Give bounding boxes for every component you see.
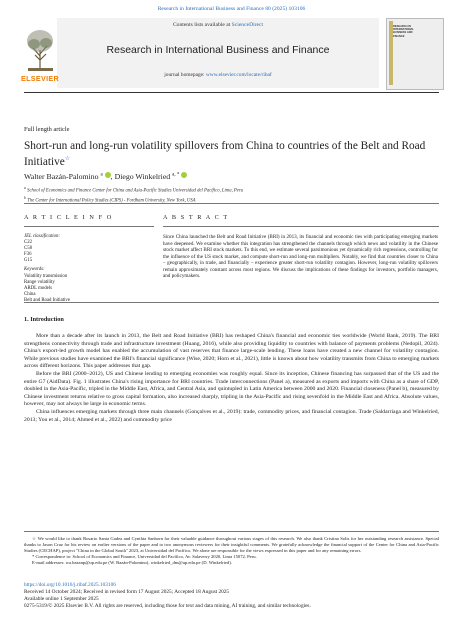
available-online: Available online 1 September 2025 (24, 596, 99, 603)
journal-reference-link[interactable]: Research in International Business and Finance 80 (2025) 103106 (157, 6, 306, 12)
jel-code: C22 (24, 240, 32, 246)
footnote: E-mail addresses: wa.bazanp@up.edu.pe (W. Bazán-Palomino), winkelried_dm@up.edu.pe (D. Winkelried). (32, 559, 232, 565)
article-info-block (24, 234, 154, 304)
title-footnote-mark[interactable]: ☆ (64, 156, 71, 162)
jel-code: C58 (24, 246, 32, 252)
article-metadata (24, 582, 439, 610)
title-text: Short-run and long-run volatility spillovers from China to countries of the Belt and Road Initiative (24, 140, 426, 168)
journal-homepage-line (57, 72, 379, 78)
copyright: 0275-5319/© 2025 Elsevier B.V. All rights are reserved, including those for text and data mining, AI training, and similar technologies. (24, 603, 311, 610)
journal-cover-image (386, 18, 444, 90)
affiliation-line: The Center for International Policy Studies (CIPS) - Fordham University, New York, USA (27, 198, 196, 204)
affiliations: $^a$ School of Economics and Finance Center for China and Asia-Pacific Studies Universidad del Pacífico, Lima, Peru $^b$ The Center for International Policy Studies (CIPS) - Fordham University, New York, USA (24, 186, 244, 204)
body-paragraph: China influences emerging markets through three main channels (Gonçalves et al., 2019): trade, commodity prices, and financial contagion. Trade (Saldarriaga and Winkelried, 2013; You et al., 2014; Ahmed et al., 2022) and commodity price (24, 408, 439, 423)
received-dates: Received 14 October 2024; Received in revised form 17 August 2025; Accepted 18 August 2025 (24, 589, 230, 596)
keyword: Belt and Road Initiative (24, 297, 70, 303)
jel-label: JEL classification: (24, 234, 61, 239)
keyword: ARDL models (24, 285, 52, 291)
journal-title: Research in International Business and Finance (106, 44, 330, 56)
publisher-name: ELSEVIER (21, 74, 59, 83)
author-name[interactable]: Diego Winkelried (114, 172, 171, 181)
sciencedirect-link[interactable]: ScienceDirect (231, 22, 264, 28)
author-name[interactable]: Walter Bazán-Palomino (24, 172, 99, 181)
article-info-heading: A R T I C L E I N F O (24, 214, 113, 221)
author-list (24, 172, 187, 181)
contents-line (57, 22, 379, 28)
keyword: Range volatility (24, 279, 55, 285)
section-rule (24, 203, 439, 204)
author-affil-mark[interactable]: a (100, 172, 103, 178)
elsevier-tree-logo (24, 24, 57, 74)
author-separator: , (110, 172, 115, 181)
body-paragraph: Before the BRI (2000–2012), US and Chinese lending to emerging economies was roughly equal. Since its inception, Chinese financing has surpassed that of the US and the entire G7 (AidData). Fig. 1 illustrates China's rising importance for BRI countries. Trade interconnections (Panel a), measured as exports and imports with China as a share of GDP, doubled in the Asia-Pacific, tripled in the Middle East, Africa, and Central Asia, and quintupled in Latin America between 2000 and 2020. Financial closeness (Panel b), measured by Chinese investment returns relative to gross capital formation, also increased sharply, tripling in the Asia-Pacific and rising sevenfold in the Middle East and Africa. Absolute values, however, may not always be large in economic terms. (24, 370, 439, 408)
abstract-rule (163, 226, 439, 227)
jel-code: F36 (24, 252, 32, 258)
orcid-icon[interactable] (181, 172, 187, 178)
contents-prefix: Contents lists available at (172, 22, 232, 28)
section-heading-introduction: 1. Introduction (24, 316, 64, 323)
affiliation-line: School of Economics and Finance Center for China and Asia-Pacific Studies Universidad del Pacífico, Lima, Peru (27, 188, 244, 194)
cover-title: RESEARCH IN INTERNATIONAL BUSINESS AND FINANCE (393, 25, 414, 38)
article-title (24, 140, 444, 169)
body-paragraph: More than a decade after its launch in 2013, the Belt and Road Initiative (BRI) has reshaped China's financial and economic ties worldwide (World Bank, 2019). The BRI strengthens connectivity through trade and infrastructure investment (Huang, 2016), while also providing liquidity to countries with balance of payments problems (Nedopil, 2024). China's export-led growth model has enabled the accumulation of vast reserves that finance large-scale lending. These loans have created a new channel for volatility contagion. While previous studies have examined the BRI's financial significance (Wise, 2020; Horn et al., 2021), little is known about how volatility transmits from China to emerging markets across different horizons. This paper addresses that gap. (24, 333, 439, 370)
header-rule (24, 92, 439, 93)
abstract-text: Since China launched the Belt and Road Initiative (BRI) in 2013, its financial and economic ties with participating emerging markets have deepened. We examine whether this integration has strengthened the channels through which news and volatility in the Chinese stock market affect BRI stock markets. To this end, we estimate several parsimonious yet dynamically rich regressions, controlling for the influence of the US stock market, and compute short-run and long-run multipliers. Notably, we find that countries closer to China – geographically, in trade, and financially – experience greater short-run volatility contagion. However, long-run volatility spillovers remain approximately constant across most regions. We discuss the implications of these findings for investors, portfolio managers, and policymakers. (163, 234, 438, 279)
section-rule (24, 302, 439, 303)
footnote-rule (24, 531, 439, 532)
footnotes (24, 536, 439, 566)
keyword: Volatility transmission (24, 273, 68, 279)
footnote: * Correspondence to: School of Economics and Finance, Universidad del Pacífico, Av. Salaverry 2020, Lima 15072, Peru. (32, 553, 257, 559)
keyword: China (24, 291, 36, 297)
footnote: ☆ We would like to thank Rosario Santa Gadea and Cynthia Sanborn for their valuable guidance throughout various stages of this research. We also thank Cristina Solis for her outstanding research assistance. Special thanks to Jason Cruz for his review on earlier versions of the paper and to two anonymous reviewers for their insightful comments. We gratefully acknowledge the financial support of the Center for China and Asia-Pacific Studies (CECHAP), project "China in the Global South" 2023, at Universidad del Pacífico. We alone are responsible for the views expressed in this paper and for any remaining errors. (24, 536, 439, 553)
author-affil-mark[interactable]: a, * (172, 172, 180, 178)
jel-code: G15 (24, 258, 33, 264)
doi-link[interactable]: https://doi.org/10.1016/j.ribaf.2025.103106 (24, 582, 116, 588)
homepage-link[interactable]: www.elsevier.com/locate/ribaf (205, 72, 272, 78)
article-type: Full length article (24, 126, 70, 133)
homepage-prefix: journal homepage: (164, 72, 206, 78)
info-rule (24, 226, 154, 227)
keywords-label: Keywords: (24, 267, 45, 273)
body-text (24, 333, 439, 424)
abstract-heading: A B S T R A C T (163, 214, 229, 221)
